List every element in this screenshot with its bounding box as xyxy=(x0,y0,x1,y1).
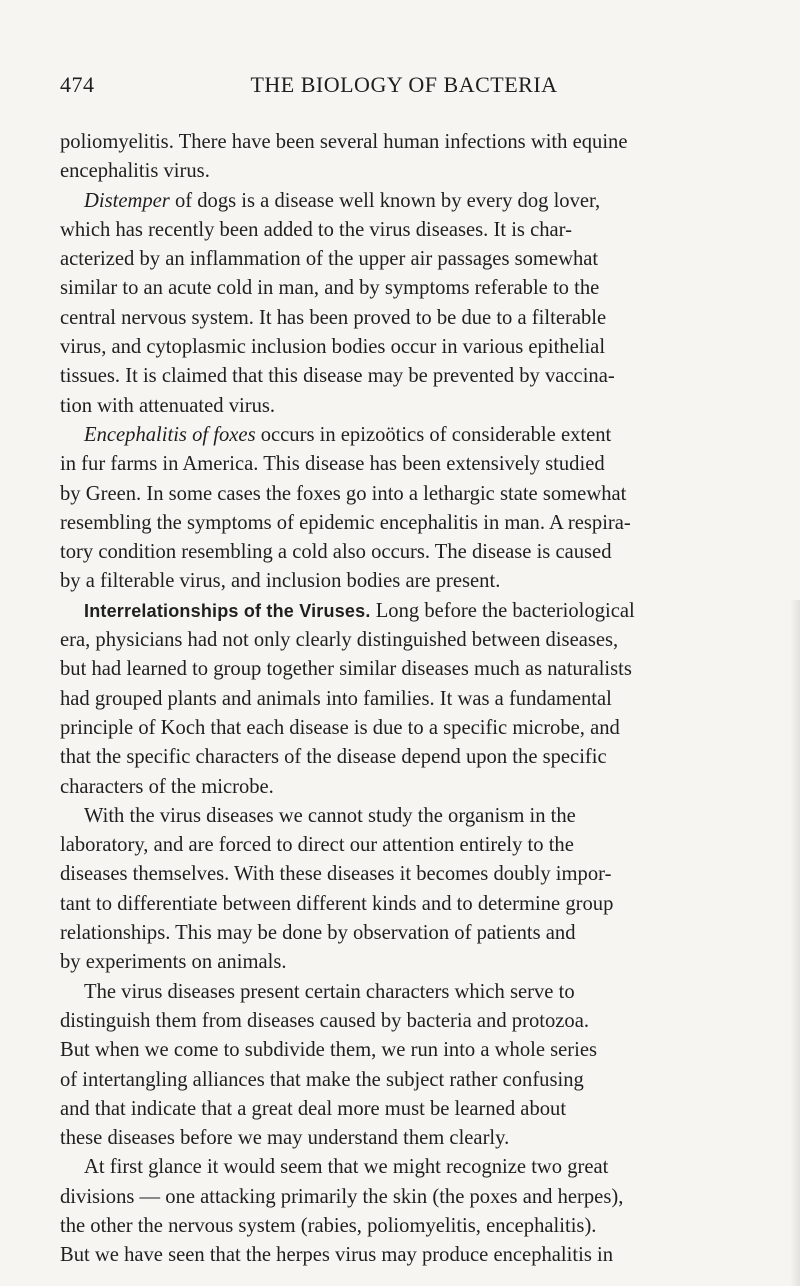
text-line: and that indicate that a great deal more must be learned about xyxy=(60,1097,567,1120)
text-line: divisions — one attacking primarily the skin (the poxes and herpes), xyxy=(60,1185,624,1208)
text-line: acterized by an inflammation of the upper air passages somewhat xyxy=(60,248,599,271)
text-line: With the virus diseases we cannot study the organism in the xyxy=(84,804,576,827)
paragraph xyxy=(60,1153,748,1270)
text-line: similar to an acute cold in man, and by symptoms referable to the xyxy=(60,277,600,300)
text-line: tory condition resembling a cold also occurs. The disease is caused xyxy=(60,541,612,564)
text-line: poliomyelitis. There have been several human infections with equine xyxy=(60,131,628,153)
book-page xyxy=(60,72,748,1271)
text-line: tant to differentiate between different kinds and to determine group xyxy=(60,892,614,915)
text-line: the other the nervous system (rabies, poliomyelitis, encephalitis). xyxy=(60,1214,597,1237)
page-body xyxy=(60,128,748,1271)
text-line: but had learned to group together similar diseases much as naturalists xyxy=(60,658,632,681)
italic-term: Encephalitis of foxes xyxy=(84,423,256,446)
text-line: of dogs is a disease well known by every dog lover, xyxy=(169,189,601,212)
paragraph-interrelationships xyxy=(60,597,748,802)
text-line: by experiments on animals. xyxy=(60,951,287,974)
text-line: principle of Koch that each disease is due to a specific microbe, and xyxy=(60,716,620,739)
text-line: of intertangling alliances that make the subject rather confusing xyxy=(60,1068,584,1091)
text-line: virus, and cytoplasmic inclusion bodies occur in various epithelial xyxy=(60,336,606,359)
text-line: occurs in epizoötics of considerable extent xyxy=(255,423,612,446)
text-line: But we have seen that the herpes virus may produce encephalitis in xyxy=(60,1244,613,1267)
text-line: distinguish them from diseases caused by bacteria and protozoa. xyxy=(60,1009,589,1032)
text-line: that the specific characters of the disease depend upon the specific xyxy=(60,746,607,769)
section-heading: Interrelationships of the Viruses. xyxy=(84,600,371,621)
page-number: 474 xyxy=(60,72,95,97)
text-line: by a filterable virus, and inclusion bodies are present. xyxy=(60,570,501,593)
text-line: characters of the microbe. xyxy=(60,775,274,798)
text-line: had grouped plants and animals into families. It was a fundamental xyxy=(60,687,612,710)
text-line: relationships. This may be done by observation of patients and xyxy=(60,922,576,945)
paragraph xyxy=(60,978,748,1154)
paragraph xyxy=(60,128,748,187)
text-line: At first glance it would seem that we might recognize two great xyxy=(84,1156,609,1179)
text-line: era, physicians had not only clearly distinguished between diseases, xyxy=(60,629,619,652)
paragraph-distemper xyxy=(60,187,748,421)
paragraph-encephalitis-of-foxes xyxy=(60,421,748,597)
text-line: diseases themselves. With these diseases it becomes doubly impor- xyxy=(60,863,612,886)
page-edge-shadow xyxy=(790,600,800,1286)
paragraph xyxy=(60,802,748,978)
text-line: which has recently been added to the virus diseases. It is char- xyxy=(60,218,572,241)
text-line: encephalitis virus. xyxy=(60,160,210,183)
text-line: tion with attenuated virus. xyxy=(60,394,276,417)
running-title: THE BIOLOGY OF BACTERIA xyxy=(250,72,558,97)
text-line: resembling the symptoms of epidemic encephalitis in man. A respira- xyxy=(60,511,631,534)
italic-term: Distemper xyxy=(84,189,170,212)
text-line: in fur farms in America. This disease has been extensively studied xyxy=(60,453,605,476)
text-line: The virus diseases present certain characters which serve to xyxy=(84,980,575,1003)
running-header xyxy=(60,72,748,112)
text-line: But when we come to subdivide them, we run into a whole series xyxy=(60,1039,598,1062)
text-line: laboratory, and are forced to direct our attention entirely to the xyxy=(60,834,574,857)
text-line: these diseases before we may understand them clearly. xyxy=(60,1127,510,1150)
text-line: by Green. In some cases the foxes go into a lethargic state somewhat xyxy=(60,482,627,505)
text-line: central nervous system. It has been proved to be due to a filterable xyxy=(60,306,607,329)
text-line: Long before the bacteriological xyxy=(370,599,635,622)
text-line: tissues. It is claimed that this disease may be prevented by vaccina- xyxy=(60,365,615,388)
